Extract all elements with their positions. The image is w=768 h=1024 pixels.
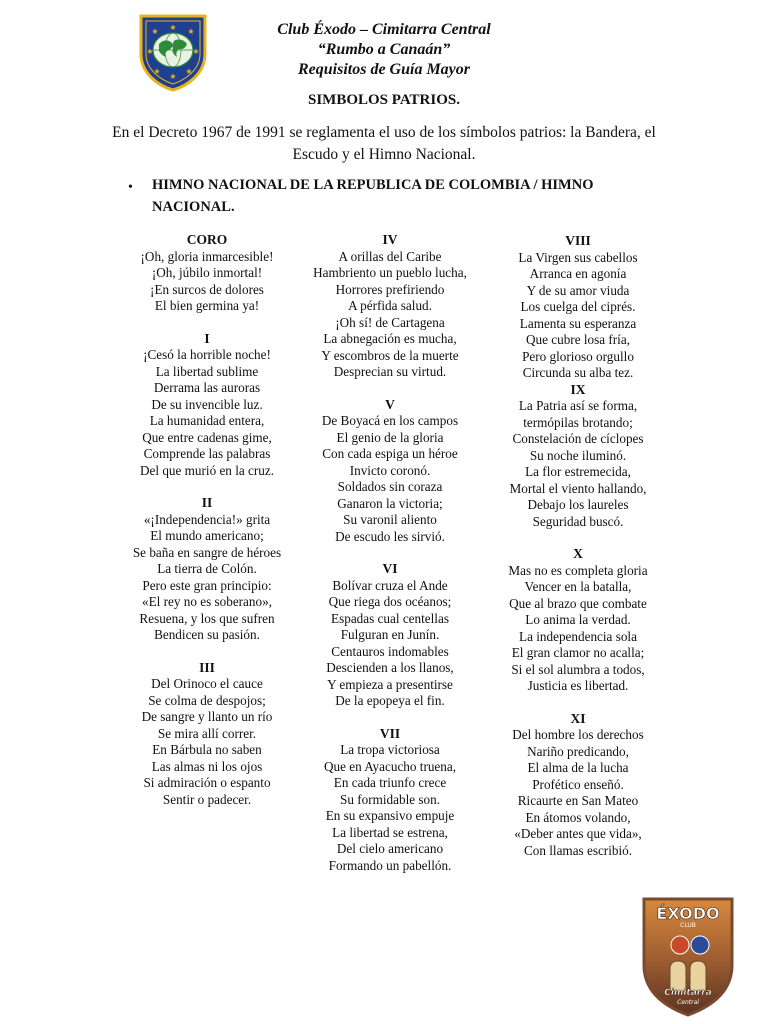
stanza-number: III [199,659,215,675]
anthem-title: HIMNO NACIONAL DE LA REPUBLICA DE COLOMBIA / HIMNO NACIONAL. [152,177,594,215]
svg-text:★: ★ [146,47,154,56]
svg-text:★: ★ [187,27,195,36]
stanza-line: Del Orinoco el cauce [151,676,263,691]
stanza-line: Que entre cadenas gime, [142,429,272,445]
stanza-line: Que riega dos océanos; [328,594,452,609]
stanza-line: Vencer en la batalla, [524,579,632,594]
stanza-line: termópilas brotando; [523,414,633,430]
exodo-club-badge [640,895,736,1017]
stanza-line: La tierra de Colón. [157,561,257,576]
stanza-line: Y escombros de la muerte [321,347,459,363]
anthem-stanza [478,546,678,695]
badge-bottom-1: Cimitarra [664,988,712,998]
stanza-line: La libertad sublime [155,363,259,379]
stanza-line: Del hombre los derechos [512,727,644,742]
stanza-line: Del que murió en la cruz. [139,462,275,478]
stanza-line: La Patria así se forma, [518,398,638,413]
club-name: Club Éxodo – Cimitarra Central [277,21,491,38]
stanza-line: ¡Oh, gloria inmarcesible! [140,248,274,264]
stanza-line: Se mira allí correr. [157,725,257,741]
badge-emblem-icon [671,936,689,954]
stanza-line: Mortal el viento hallando, [509,480,647,496]
stanza-line: A orillas del Caribe [338,248,442,264]
intro-paragraph: En el Decreto 1967 de 1991 se reglamenta el uso de los símbolos patrios: la Bandera, el Escudo y el Himno Nacional. [112,124,656,163]
stanza-line: Espadas cual centellas [331,610,449,626]
stanza-line: Desprecian su virtud. [333,364,447,379]
anthem-stanza [478,233,678,382]
stanza-line: Pero este gran principio: [142,577,272,593]
stanza-line: Soldados sin coraza [337,479,443,494]
stanza-line: «Deber antes que vida», [514,826,642,841]
stanza-line: Que cubre losa fría, [526,332,630,347]
badge-emblem-icon-2 [691,936,709,954]
stanza-line: Que al brazo que combate [509,595,647,611]
stanza-line: Invicto coronó. [349,462,431,478]
anthem-stanza [112,495,302,644]
stanza-line: Ganaron la victoria; [337,495,443,511]
stanza-line: La humanidad entera, [149,413,265,428]
anthem-column-1 [112,232,302,824]
stanza-line: Justicia es libertad. [527,678,629,693]
anthem-stanza [295,232,485,381]
stanza-line: Arranca en agonía [529,266,627,281]
anthem-stanza [112,660,302,809]
stanza-line: El genio de la gloria [336,429,444,445]
stanza-line: Resuena, y los que sufren [139,610,275,626]
stanza-line: De escudo les sirvió. [335,528,445,544]
stanza-line: «¡Independencia!» grita [143,511,271,527]
stanza-line: Bolívar cruza el Ande [332,577,448,593]
stanza-line: Mas no es completa gloria [508,562,648,578]
stanza-line: El gran clamor no acalla; [511,645,645,660]
section-title: SIMBOLOS PATRIOS. [308,92,460,108]
stanza-line: El bien germina ya! [154,298,260,313]
anthem-stanza [112,331,302,480]
stanza-line: En átomos volando, [525,809,631,825]
stanza-number: IX [570,381,586,397]
stanza-line: La Virgen sus cabellos [518,249,638,265]
stanza-line: ¡Oh sí! de Cartagena [335,314,445,330]
stanza-line: La libertad se estrena, [332,824,448,840]
stanza-line: ¡Oh, júbilo inmortal! [151,265,263,280]
stanza-line: De la epopeya el fin. [335,693,445,708]
bullet-marker: • [128,180,133,195]
stanza-line: Descienden a los llanos, [326,660,454,675]
club-motto: “Rumbo a Canaán” [317,41,451,58]
stanza-number: X [573,546,583,561]
stanza-line: Del cielo americano [336,841,444,856]
stanza-line: Nariño predicando, [527,743,629,759]
stanza-line: A pérfida salud. [348,298,432,313]
stanza-line: Si admiración o espanto [143,775,271,790]
anthem-column-2 [295,232,485,890]
stanza-number: VII [379,725,401,741]
stanza-line: Profético enseñó. [532,776,624,792]
svg-text:★: ★ [153,67,161,76]
stanza-number: CORO [186,232,228,247]
stanza-line: ¡Cesó la horrible noche! [143,347,271,362]
stanza-line: Circunda su alba tez. [522,365,634,380]
stanza-line: Ricaurte en San Mateo [517,793,639,808]
stanza-line: Se colma de despojos; [148,692,266,708]
stanza-line: En su expansivo empuje [325,808,455,823]
stanza-line: «El rey no es soberano», [141,594,272,609]
stanza-number: VI [382,561,398,576]
stanza-line: Pero glorioso orgullo [522,348,634,364]
stanza-line: Seguridad buscó. [532,513,624,529]
stanza-line: De su invencible luz. [151,396,263,412]
stanza-line: Comprende las palabras [143,446,271,461]
stanza-line: La independencia sola [519,628,637,644]
stanza-line: Se baña en sangre de héroes [132,544,282,560]
stanza-line: Hambriento un pueblo lucha, [313,265,467,280]
stanza-line: Lamenta su esperanza [519,315,637,331]
anthem-stanza [112,232,302,315]
stanza-number: IV [382,232,398,247]
stanza-line: La tropa victoriosa [340,742,440,757]
stanza-line: Centauros indomables [331,643,449,659]
badge-title: ÉXODO [656,904,720,923]
stanza-number: XI [570,710,586,726]
stanza-line: Fulguran en Junín. [340,627,440,642]
stanza-line: La abnegación es mucha, [323,331,457,346]
stanza-line: El mundo americano; [150,528,264,543]
stanza-line: Su varonil aliento [343,512,437,527]
svg-text:★: ★ [169,72,177,81]
svg-text:★: ★ [192,47,200,56]
badge-sub: CLUB [680,922,696,929]
stanza-line: Horrores prefiriendo [335,281,445,297]
stanza-line: Derrama las auroras [153,380,261,395]
stanza-line: Que en Ayacucho truena, [323,758,457,774]
stanza-line: Y empieza a presentirse [327,676,453,692]
stanza-line: Si el sol alumbra a todos, [511,661,645,677]
anthem-stanza [478,382,678,531]
stanza-line: Su noche iluminó. [529,447,627,463]
anthem-stanza [295,726,485,875]
document-header [200,20,568,80]
stanza-line: De Boyacá en los campos [321,413,459,428]
document-subtitle: Requisitos de Guía Mayor [297,61,470,78]
stanza-line: Su formidable son. [340,791,440,807]
stanza-line: De sangre y llanto un río [141,709,273,724]
anthem-column-3 [478,233,678,875]
stanza-number: V [385,396,395,412]
stanza-line: Lo anima la verdad. [525,612,631,627]
badge-bottom-2: Central [677,999,699,1006]
svg-text:★: ★ [169,23,177,32]
stanza-line: Y de su amor viuda [526,282,630,298]
stanza-line: ¡En surcos de dolores [150,281,264,297]
stanza-line: Sentir o padecer. [162,791,252,807]
stanza-line: En Bárbula no saben [152,742,262,757]
stanza-line: Los cuelga del ciprés. [520,299,636,314]
svg-text:★: ★ [151,27,159,36]
anthem-stanza [295,397,485,546]
stanza-line: Bendicen su pasión. [154,627,260,642]
stanza-line: Las almas ni los ojos [151,758,263,774]
stanza-line: En cada triunfo crece [333,775,447,790]
stanza-line: Formando un pabellón. [328,857,452,873]
stanza-line: Con llamas escribió. [523,842,633,858]
stanza-line: La flor estremecida, [525,464,631,479]
stanza-number: VIII [565,233,591,248]
svg-text:★: ★ [185,67,193,76]
stanza-number: II [201,495,213,510]
anthem-stanza [295,561,485,710]
anthem-stanza [478,711,678,860]
stanza-line: Constelación de cíclopes [512,431,644,446]
stanza-line: Con cada espiga un héroe [322,446,458,461]
stanza-number: I [204,330,210,346]
stanza-line: El alma de la lucha [527,760,629,775]
stanza-line: Debajo los laureles [527,497,629,512]
